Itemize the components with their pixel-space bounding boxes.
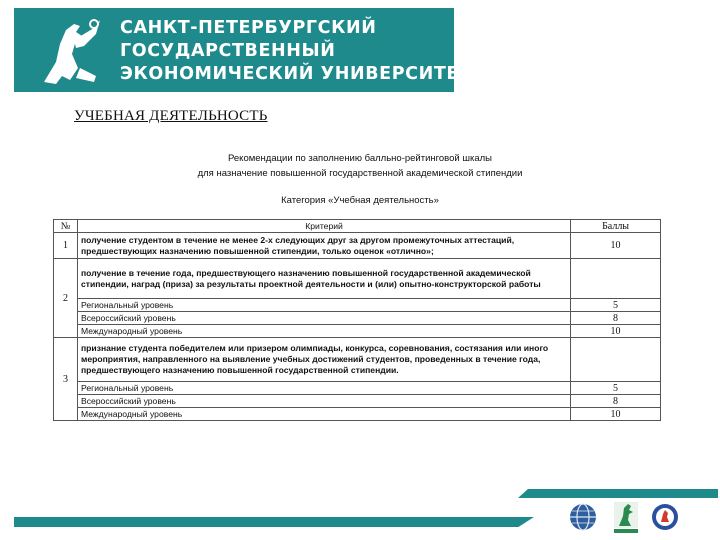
university-name [120,17,471,86]
row-number: 1 [54,233,78,259]
points-empty [571,338,661,382]
griffin-logo-icon [36,14,108,88]
row-number: 3 [54,338,78,421]
university-name-line3: ЭКОНОМИЧЕСКИЙ УНИВЕРСИТЕТ [120,64,472,84]
points-empty [571,259,661,299]
level-row [54,395,661,408]
points-value: 10 [571,408,661,421]
decorative-stripe-top [518,489,718,498]
document-heading-line2: для назначение повышенной государственной академической стипендии [197,168,523,179]
level-row [54,312,661,325]
points-value: 10 [571,325,661,338]
document-heading-line1: Рекомендации по заполнению балльно-рейтинговой шкалы [227,153,492,164]
level-label: Международный уровень [77,408,570,421]
table-row [54,259,661,299]
header-num: № [54,220,78,233]
level-label: Региональный уровень [77,382,570,395]
university-name-line2: ГОСУДАРСТВЕННЫЙ [120,41,336,61]
table-row [54,338,661,382]
level-label: Всероссийский уровень [77,395,570,408]
criterion-text: получение студентом в течение не менее 2-х следующих друг за другом промежуточных аттестаций, предшествующих назначению повышенной стипендии, только оценок «отлично»; [77,233,570,259]
level-label: Международный уровень [77,325,570,338]
seal-emblem-icon [650,502,680,532]
points-value: 8 [571,395,661,408]
level-row [54,299,661,312]
row-number: 2 [54,259,78,338]
level-row [54,408,661,421]
level-row [54,325,661,338]
header-criterion: Критерий [77,220,570,233]
criterion-text: получение в течение года, предшествующего назначению повышенной государственной академической стипендии, наград (приза) за результаты проектной деятельности и (или) опытно-конструкторской работы [77,259,570,299]
table-row [54,233,661,259]
points-value: 5 [571,299,661,312]
criterion-text: признание студента победителем или призером олимпиады, конкурса, соревнования, состязания или иного мероприятия, направленного на выявление учебных достижений студентов, проведенных в течение года, предшествующего назначению повышенной государственной стипендии. [77,338,570,382]
decorative-stripe-bottom [14,517,534,527]
category-title: Категория «Учебная деятельность» [281,195,439,206]
header-points: Баллы [571,220,661,233]
university-name-line1: САНКТ-ПЕТЕРБУРГСКИЙ [120,18,377,38]
points-value: 5 [571,382,661,395]
points-value: 10 [571,233,661,259]
globe-emblem-icon [568,502,598,532]
criteria-table [53,219,661,421]
griffin-emblem-icon [612,498,640,534]
points-value: 8 [571,312,661,325]
university-banner [14,8,472,92]
level-row [54,382,661,395]
level-label: Региональный уровень [77,299,570,312]
level-label: Всероссийский уровень [77,312,570,325]
section-title: УЧЕБНАЯ ДЕЯТЕЛЬНОСТЬ [74,108,268,124]
table-header-row [54,220,661,233]
